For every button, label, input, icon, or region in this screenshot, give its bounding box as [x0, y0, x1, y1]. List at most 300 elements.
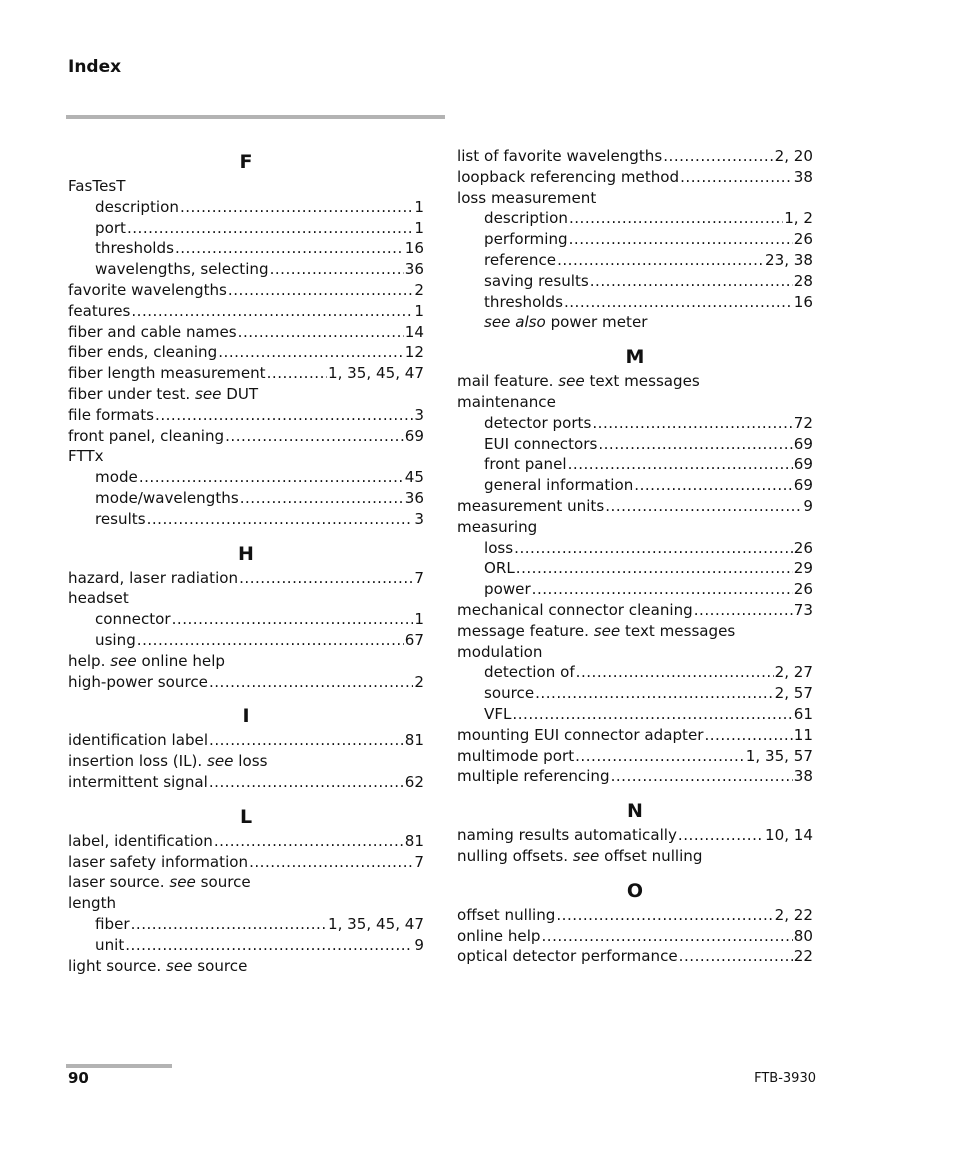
index-subentry [457, 475, 813, 496]
header-rule [66, 115, 445, 119]
dot-leader [180, 197, 413, 218]
index-section [68, 702, 424, 792]
entry-page-numbers: 26 [793, 580, 813, 599]
dot-leader [564, 292, 793, 313]
index-subentry [457, 312, 813, 333]
dot-leader [576, 662, 774, 683]
entry-page-numbers: 7 [414, 568, 424, 587]
dot-leader [611, 766, 793, 787]
entry-term-text: nulling offsets. [457, 846, 569, 865]
entry-page-numbers: 11 [793, 725, 813, 744]
index-entry-list [68, 568, 424, 693]
entry-term-text: favorite wavelengths [68, 280, 227, 299]
see-reference-target: source [200, 873, 251, 892]
index-entry [457, 766, 813, 787]
dot-leader [214, 831, 404, 852]
entry-term-text: reference [484, 250, 557, 269]
index-subentry [68, 914, 424, 935]
entry-page-numbers: 16 [793, 292, 813, 311]
entry-term-text: maintenance [457, 392, 556, 411]
entry-term-text: naming results automatically [457, 826, 677, 845]
index-entry [68, 322, 424, 343]
entry-term [457, 825, 677, 846]
see-reference-target: loss [238, 752, 268, 771]
entry-term [68, 446, 104, 467]
entry-page-numbers: 14 [404, 322, 424, 341]
entry-term [457, 746, 574, 767]
dot-leader [172, 609, 414, 630]
entry-term-text: source [484, 684, 535, 703]
dot-leader [267, 363, 327, 384]
entry-term [68, 405, 154, 426]
entry-page-numbers: 3 [414, 509, 424, 528]
index-entry [457, 146, 813, 167]
entry-page-numbers: 72 [793, 413, 813, 432]
index-entry [457, 905, 813, 926]
dot-leader [590, 271, 793, 292]
entry-term [95, 509, 146, 530]
entry-term-text: front panel, cleaning [68, 426, 225, 445]
entry-page-numbers: 73 [793, 600, 813, 619]
index-entry [68, 751, 424, 772]
index-entry-list [457, 371, 813, 787]
dot-leader [592, 413, 792, 434]
entry-term-text: EUI connectors [484, 434, 598, 453]
entry-page-numbers: 81 [404, 831, 424, 850]
dot-leader [704, 725, 792, 746]
dot-leader [663, 146, 773, 167]
entry-term-text: thresholds [95, 239, 174, 258]
footer-rule [66, 1064, 172, 1068]
index-subentry [457, 413, 813, 434]
entry-page-numbers: 45 [404, 468, 424, 487]
entry-term [457, 371, 700, 392]
entry-term [484, 454, 567, 475]
dot-leader [228, 280, 413, 301]
index-entry [68, 384, 424, 405]
index-entry [457, 167, 813, 188]
dot-leader [535, 683, 773, 704]
entry-term [457, 496, 604, 517]
index-entry [457, 188, 813, 209]
index-entry [68, 568, 424, 589]
entry-page-numbers: 7 [414, 852, 424, 871]
entry-term [457, 188, 596, 209]
index-subentry [457, 292, 813, 313]
entry-page-numbers: 2, 57 [774, 684, 813, 703]
entry-term [457, 766, 610, 787]
entry-page-numbers: 9 [414, 935, 424, 954]
entry-page-numbers: 69 [404, 426, 424, 445]
dot-leader [568, 454, 793, 475]
index-entry-list [457, 825, 813, 867]
entry-term [484, 208, 568, 229]
entry-page-numbers: 1, 35, 57 [745, 746, 813, 765]
entry-term [95, 609, 171, 630]
entry-term-text: fiber length measurement [68, 364, 266, 383]
index-entry [68, 893, 424, 914]
entry-term-text: mounting EUI connector adapter [457, 725, 704, 744]
entry-term-text: message feature. [457, 621, 589, 640]
index-entry [68, 730, 424, 751]
index-subentry [68, 509, 424, 530]
index-entry [68, 301, 424, 322]
dot-leader [209, 772, 404, 793]
entry-term-text: FasTesT [68, 177, 126, 195]
see-reference-label: see [165, 956, 193, 975]
entry-term-text: fiber and cable names [68, 322, 237, 341]
entry-term-text: length [68, 894, 117, 913]
entry-term-text: insertion loss (IL). [68, 752, 203, 771]
index-subentry [457, 683, 813, 704]
see-reference-label: see [169, 873, 196, 892]
entry-term [95, 935, 124, 956]
entry-term [68, 363, 266, 384]
see-reference-target: online help [141, 651, 225, 670]
index-entry [68, 772, 424, 793]
see-reference-target: source [197, 956, 248, 975]
entry-term [484, 558, 515, 579]
entry-term [95, 259, 269, 280]
entry-term-text: multiple referencing [457, 767, 610, 786]
index-entry [457, 600, 813, 621]
index-subentry [68, 197, 424, 218]
dot-leader [131, 914, 327, 935]
entry-page-numbers: 28 [793, 271, 813, 290]
entry-term [457, 621, 735, 642]
dot-leader [125, 935, 413, 956]
entry-term [95, 218, 126, 239]
see-reference-label: see [558, 372, 585, 391]
index-subentry [457, 704, 813, 725]
entry-term [95, 630, 136, 651]
dot-leader [249, 852, 413, 873]
dot-leader [131, 301, 413, 322]
dot-leader [209, 730, 404, 751]
entry-page-numbers: 16 [404, 239, 424, 258]
dot-leader [127, 218, 413, 239]
entry-page-numbers: 61 [793, 704, 813, 723]
index-entry [68, 176, 424, 197]
entry-page-numbers: 36 [404, 260, 424, 279]
entry-page-numbers: 69 [793, 476, 813, 495]
index-subentry [68, 488, 424, 509]
see-reference-label: see [194, 384, 222, 403]
entry-term-text: using [95, 630, 136, 649]
index-subentry [457, 538, 813, 559]
dot-leader [218, 342, 404, 363]
entry-term [484, 662, 575, 683]
section-letter-heading: M [625, 346, 645, 369]
dot-leader [605, 496, 802, 517]
see-reference-label: see [110, 651, 137, 670]
index-entry [457, 621, 813, 642]
entry-term-text: mode [95, 468, 138, 487]
index-subentry [68, 630, 424, 651]
entry-page-numbers: 69 [793, 455, 813, 474]
entry-term-text: headset [68, 589, 129, 608]
dot-leader [240, 488, 404, 509]
entry-term [68, 730, 208, 751]
entry-term-text: ORL [484, 559, 515, 578]
index-subentry [68, 609, 424, 630]
entry-page-numbers: 67 [404, 630, 424, 649]
index-entry [457, 846, 813, 867]
index-subentry [457, 662, 813, 683]
entry-term-text: online help [457, 926, 541, 945]
index-subentry [457, 208, 813, 229]
index-entry [457, 746, 813, 767]
entry-term [457, 642, 542, 663]
entry-term-text: light source. [68, 956, 162, 975]
entry-term [68, 872, 251, 893]
entry-term [484, 434, 597, 455]
entry-page-numbers: 1 [414, 197, 424, 216]
dot-leader [541, 926, 792, 947]
index-entry [68, 588, 424, 609]
entry-term-text: performing [484, 230, 568, 249]
dot-leader [139, 467, 404, 488]
entry-term [68, 384, 258, 405]
index-subentry [457, 250, 813, 271]
entry-page-numbers: 69 [793, 434, 813, 453]
entry-term [68, 588, 129, 609]
see-reference-target: DUT [226, 384, 259, 403]
entry-term [95, 238, 174, 259]
entry-term-text: laser source. [68, 873, 165, 892]
entry-page-numbers: 3 [414, 405, 424, 424]
index-subentry [68, 259, 424, 280]
index-entry [68, 405, 424, 426]
entry-term-text: high-power source [68, 672, 208, 691]
see-reference-target: power meter [550, 313, 648, 332]
entry-term [484, 229, 568, 250]
entry-term [68, 426, 224, 447]
index-subentry [68, 238, 424, 259]
entry-page-numbers: 38 [793, 167, 813, 186]
index-subentry [457, 271, 813, 292]
dot-leader [678, 825, 764, 846]
entry-term-text: general information [484, 476, 634, 495]
entry-term [68, 751, 267, 772]
entry-term-text: file formats [68, 405, 155, 424]
entry-term-text: measurement units [457, 496, 605, 515]
entry-term [95, 467, 138, 488]
entry-term-text: fiber ends, cleaning [68, 343, 218, 362]
entry-page-numbers: 38 [793, 767, 813, 786]
entry-term [484, 413, 591, 434]
entry-term-text: list of favorite wavelengths [457, 147, 663, 165]
index-entry [68, 446, 424, 467]
index-entry [457, 517, 813, 538]
index-section [68, 540, 424, 693]
entry-term [95, 197, 179, 218]
index-entry [68, 363, 424, 384]
entry-term [68, 672, 208, 693]
index-entry [457, 392, 813, 413]
entry-page-numbers: 1, 35, 45, 47 [327, 364, 424, 383]
entry-term [457, 392, 556, 413]
entry-term [484, 683, 534, 704]
entry-term-text: optical detector performance [457, 947, 678, 966]
entry-term-text: description [95, 197, 179, 216]
dot-leader [556, 905, 773, 926]
entry-term [457, 946, 678, 967]
dot-leader [209, 672, 413, 693]
entry-page-numbers: 62 [404, 772, 424, 791]
dot-leader [175, 238, 404, 259]
entry-term-text: thresholds [484, 292, 563, 311]
index-entry-list [457, 146, 813, 333]
entry-page-numbers: 1 [414, 610, 424, 629]
entry-term-text: description [484, 209, 568, 228]
entry-term-text: port [95, 218, 126, 237]
entry-term-text: connector [95, 610, 171, 629]
entry-page-numbers: 36 [404, 488, 424, 507]
entry-term-text: laser safety information [68, 852, 249, 871]
section-letter-heading: L [239, 805, 253, 828]
dot-leader [575, 746, 745, 767]
entry-term-text: power [484, 580, 531, 599]
entry-term-text: help. [68, 651, 106, 670]
index-entry [68, 426, 424, 447]
dot-leader [516, 558, 793, 579]
entry-term [68, 831, 213, 852]
dot-leader [514, 538, 793, 559]
entry-term-text: mode/wavelengths [95, 488, 239, 507]
index-subentry [457, 579, 813, 600]
index-subentry [457, 454, 813, 475]
dot-leader [155, 405, 413, 426]
index-entry [457, 946, 813, 967]
index-column-right [457, 146, 813, 977]
dot-leader [270, 259, 404, 280]
entry-term-text: loss measurement [457, 188, 597, 207]
entry-term [457, 146, 662, 167]
entry-term [457, 167, 679, 188]
entry-term [484, 475, 633, 496]
entry-term-text: results [95, 509, 146, 528]
entry-page-numbers: 2, 22 [774, 905, 813, 924]
dot-leader [569, 208, 783, 229]
entry-term [457, 846, 702, 867]
index-entry [457, 825, 813, 846]
dot-leader [680, 167, 793, 188]
see-reference-label: see [572, 846, 600, 865]
see-reference-target: text messages [625, 621, 736, 640]
entry-page-numbers: 1, 2 [784, 209, 813, 228]
index-subentry [68, 467, 424, 488]
entry-term-text: features [68, 301, 131, 320]
entry-term [484, 704, 511, 725]
entry-page-numbers: 2 [414, 280, 424, 299]
entry-page-numbers: 29 [793, 559, 813, 578]
index-column-left [68, 146, 424, 986]
entry-page-numbers: 1 [414, 218, 424, 237]
entry-term-text: loss [484, 538, 514, 557]
entry-page-numbers: 81 [404, 731, 424, 750]
index-subentry [457, 229, 813, 250]
dot-leader [557, 250, 764, 271]
dot-leader [598, 434, 792, 455]
dot-leader [238, 322, 404, 343]
entry-term-text: loopback referencing method [457, 167, 680, 186]
entry-term [457, 517, 537, 538]
entry-term [457, 725, 703, 746]
dot-leader [137, 630, 404, 651]
entry-term [484, 579, 531, 600]
index-entry [68, 651, 424, 672]
index-entry [68, 280, 424, 301]
entry-term [95, 914, 130, 935]
index-entry-list [68, 176, 424, 530]
entry-page-numbers: 2, 27 [774, 663, 813, 682]
entry-term-text: detector ports [484, 413, 592, 432]
index-entry-list [457, 905, 813, 967]
index-entry [68, 872, 424, 893]
entry-page-numbers: 1 [414, 301, 424, 320]
entry-term-text: hazard, laser radiation [68, 568, 239, 587]
entry-page-numbers: 2, 20 [774, 147, 813, 165]
index-entry [457, 642, 813, 663]
entry-page-numbers: 9 [803, 496, 813, 515]
entry-page-numbers: 26 [793, 538, 813, 557]
entry-term-text: fiber [95, 914, 130, 933]
entry-term [68, 280, 227, 301]
index-entry [457, 725, 813, 746]
section-letter-heading: F [239, 151, 253, 173]
entry-term-text: saving results [484, 271, 589, 290]
see-reference-label: see also [484, 313, 546, 332]
index-subentry [68, 218, 424, 239]
entry-term [68, 772, 208, 793]
page-header-title: Index [68, 57, 122, 77]
entry-term [484, 292, 563, 313]
entry-term [484, 250, 556, 271]
entry-term [68, 852, 248, 873]
dot-leader [239, 568, 413, 589]
index-subentry [457, 434, 813, 455]
index-section [457, 877, 813, 967]
index-entry [457, 371, 813, 392]
index-entry [68, 342, 424, 363]
index-entry [457, 496, 813, 517]
index-entry [457, 926, 813, 947]
entry-term-text: intermittent signal [68, 772, 208, 791]
dot-leader [147, 509, 414, 530]
page-number: 90 [68, 1069, 89, 1087]
entry-page-numbers: 10, 14 [764, 826, 813, 845]
index-entry-list [68, 730, 424, 792]
see-reference-label: see [207, 752, 234, 771]
entry-term [68, 956, 247, 977]
index-section [457, 343, 813, 787]
entry-term [457, 905, 555, 926]
entry-term-text: offset nulling [457, 905, 556, 924]
index-section [457, 797, 813, 867]
entry-page-numbers: 22 [793, 947, 813, 966]
product-code: FTB-3930 [754, 1071, 816, 1086]
entry-term [68, 322, 237, 343]
index-entry [68, 852, 424, 873]
entry-term-text: VFL [484, 704, 512, 723]
index-section [68, 148, 424, 530]
section-letter-heading: N [627, 800, 643, 823]
entry-term-text: unit [95, 935, 125, 954]
index-subentry [457, 558, 813, 579]
entry-term [68, 342, 217, 363]
entry-term-text: fiber under test. [68, 384, 191, 403]
